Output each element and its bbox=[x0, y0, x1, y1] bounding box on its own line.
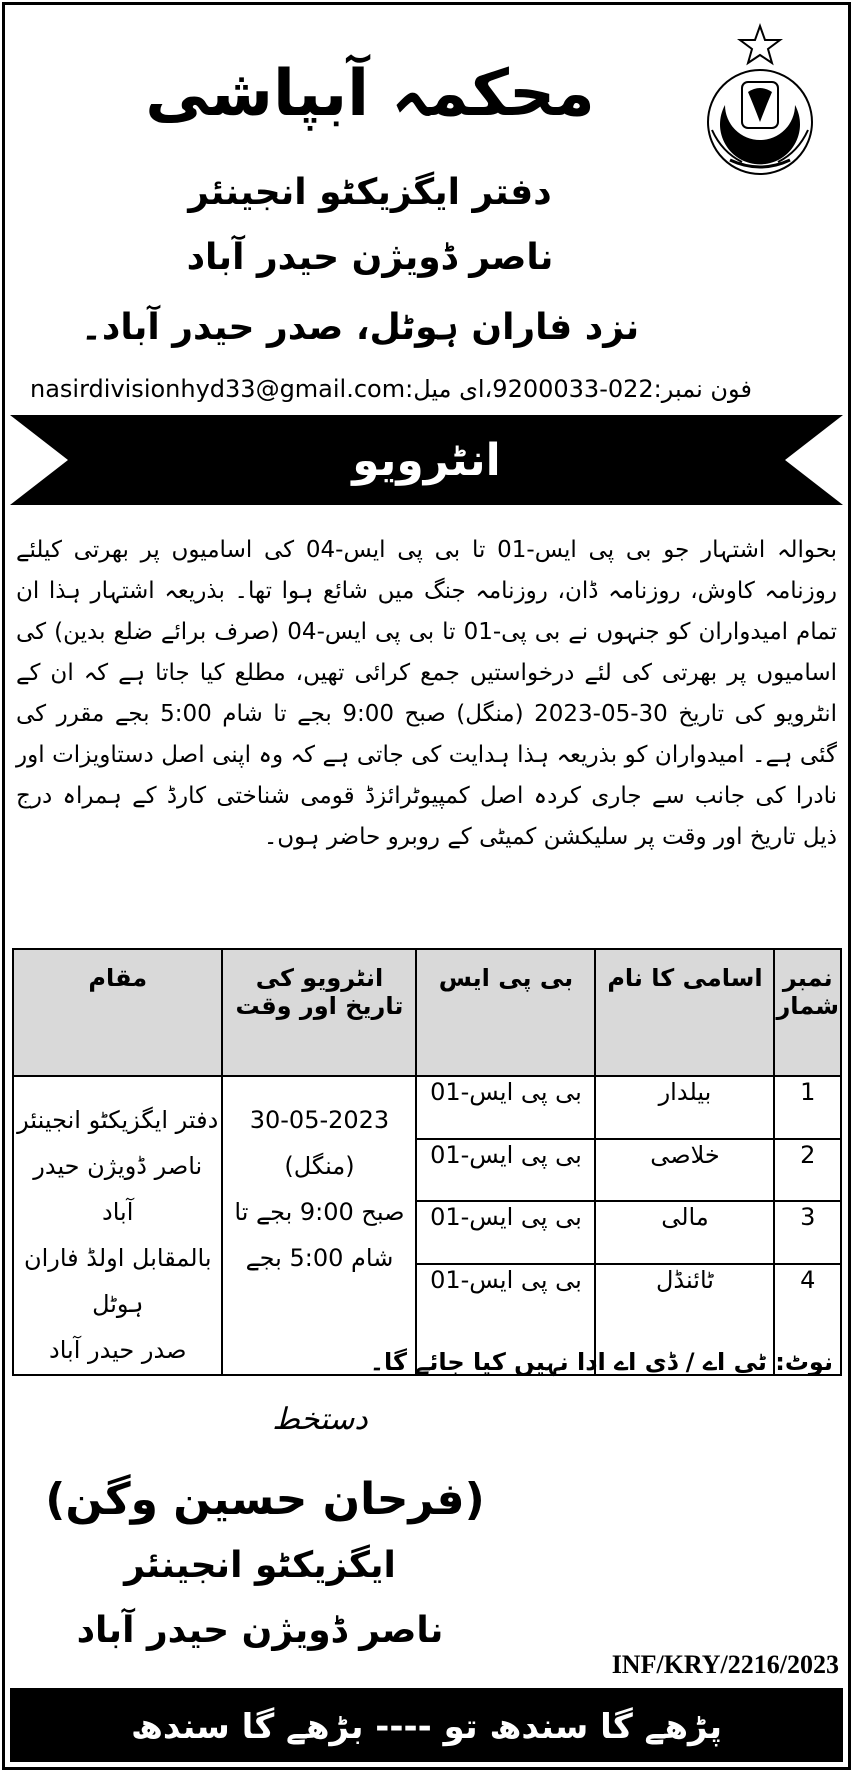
post-cell: ٹائنڈل bbox=[595, 1264, 774, 1375]
place-line: صدر حیدر آباد bbox=[49, 1336, 187, 1364]
officer-office: ناصر ڈویژن حیدر آباد bbox=[76, 1610, 444, 1651]
serial-cell: 4 bbox=[774, 1264, 841, 1375]
place-line: بالمقابل اولڈ فاران ہوٹل bbox=[23, 1244, 212, 1318]
col-bps: بی پی ایس bbox=[416, 949, 595, 1076]
interview-banner bbox=[10, 415, 843, 505]
date-line: 30-05-2023 bbox=[249, 1106, 390, 1134]
date-time-cell bbox=[222, 1076, 416, 1375]
start-time-line: صبح 9:00 بجے تا bbox=[234, 1198, 405, 1226]
place-line: دفتر ایگزیکٹو انجینئر bbox=[17, 1106, 219, 1134]
bps-cell: بی پی ایس-01 bbox=[416, 1076, 595, 1139]
note-text: نوٹ: ٹی اے / ڈی اے ادا نہیں کیا جائے گا۔ bbox=[369, 1348, 833, 1376]
table-row bbox=[13, 1076, 841, 1139]
officer-designation: ایگزیکٹو انجینئر bbox=[124, 1545, 396, 1586]
post-cell: بیلدار bbox=[595, 1076, 774, 1139]
serial-cell: 2 bbox=[774, 1139, 841, 1202]
division-line: ناصر ڈویژن حیدر آباد bbox=[186, 237, 554, 278]
place-cell bbox=[13, 1076, 222, 1375]
place-line: ناصر ڈویژن حیدر آباد bbox=[33, 1152, 203, 1226]
table-header-row bbox=[13, 949, 841, 1076]
office-line: دفتر ایگزیکٹو انجینئر bbox=[188, 172, 552, 213]
reference-number: INF/KRY/2216/2023 bbox=[611, 1650, 839, 1679]
footer-slogan: پڑھے گا سندھ تو ---- بڑھے گا سندھ bbox=[131, 1707, 722, 1747]
banner-title: انٹرویو bbox=[352, 435, 501, 486]
bps-cell: بی پی ایس-01 bbox=[416, 1201, 595, 1264]
notice-paragraph: بحوالہ اشتہار جو بی پی ایس-01 تا بی پی ایس-04 کی اسامیوں پر بھرتی کیلئے روزنامہ کاوش، روزنامہ ڈان، روزنامہ جنگ میں شائع ہوا تھا۔ بذریعہ اشتہار ہذا ان تمام امیدواران کو جنہوں نے بی پی-01 تا بی پی ایس-04 (صرف برائے ضلع بدین) کی اسامیوں پر بھرتی کی لئے درخواستیں جمع کرائی تھیں، مطلع کیا جاتا ہے کہ ان کے انٹرویو کی تاریخ 30-05-2023 (منگل) صبح 9:00 بجے تا شام 5:00 بجے مقرر کی گئی ہے۔ امیدواران کو بذریعہ ہذا ہدایت کی جاتی ہے کہ وہ اپنی اصل دستاویزات اور نادرا کی جانب سے جاری کردہ اصل کمپیوٹرائزڈ قومی شناختی کارڈ کے ہمراہ درج ذیل تاریخ اور وقت پر سلیکشن کمیٹی کے روبرو حاضر ہوں۔ bbox=[16, 537, 838, 850]
col-post: اسامی کا نام bbox=[595, 949, 774, 1076]
government-of-sindh-emblem-icon bbox=[690, 20, 830, 190]
department-title: محکمہ آبپاشی bbox=[145, 57, 595, 131]
bps-cell: بی پی ایس-01 bbox=[416, 1139, 595, 1202]
posts-table bbox=[12, 948, 842, 1376]
col-date-time: انٹرویو کی تاریخ اور وقت bbox=[222, 949, 416, 1076]
contact-line: فون نمبر:022-9200033،ای میل:nasirdivisionhyd33@gmail.com bbox=[30, 375, 752, 403]
post-cell: مالی bbox=[595, 1201, 774, 1264]
post-cell: خلاصی bbox=[595, 1139, 774, 1202]
end-time-line: شام 5:00 بجے bbox=[245, 1244, 394, 1272]
col-serial: نمبر شمار bbox=[774, 949, 841, 1076]
day-line: (منگل) bbox=[284, 1152, 355, 1180]
address-line: نزد فاران ہوٹل، صدر حیدر آباد۔ bbox=[80, 307, 640, 348]
footer-banner bbox=[10, 1688, 843, 1762]
serial-cell: 1 bbox=[774, 1076, 841, 1139]
serial-cell: 3 bbox=[774, 1201, 841, 1264]
officer-name: (فرحان حسین وگن) bbox=[45, 1474, 485, 1525]
bps-cell: بی پی ایس-01 bbox=[416, 1264, 595, 1375]
signature-mark: دستخط bbox=[272, 1402, 368, 1437]
col-place: مقام bbox=[13, 949, 222, 1076]
